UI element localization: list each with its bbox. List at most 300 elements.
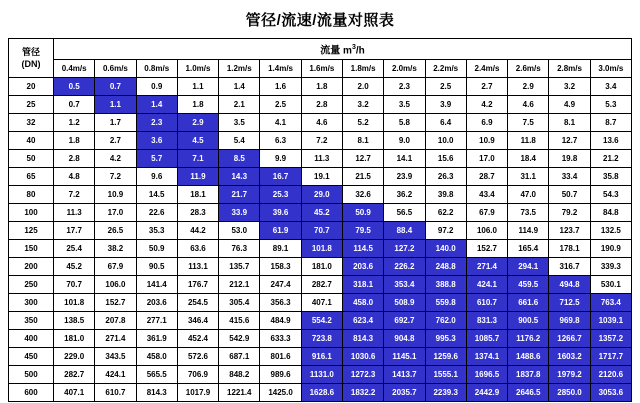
table-row — [9, 204, 632, 222]
flow-cell: 11.3 — [54, 204, 95, 222]
flow-cell: 2.7 — [95, 132, 136, 150]
flow-cell: 25.4 — [54, 240, 95, 258]
flow-cell: 388.8 — [425, 276, 466, 294]
flow-cell: 50.9 — [136, 240, 177, 258]
flow-cell: 1.1 — [95, 96, 136, 114]
flow-cell: 9.9 — [260, 150, 301, 168]
flow-cell: 1.4 — [219, 78, 260, 96]
flow-cell: 53.0 — [219, 222, 260, 240]
flow-cell: 1176.2 — [508, 330, 549, 348]
table-row — [9, 348, 632, 366]
flow-cell: 3.2 — [342, 96, 383, 114]
flow-cell: 10.9 — [95, 186, 136, 204]
flow-cell: 1555.1 — [425, 366, 466, 384]
page-title: 管径/流速/流量对照表 — [245, 12, 395, 29]
table-row — [9, 312, 632, 330]
flow-cell: 254.5 — [177, 294, 218, 312]
flow-cell: 56.5 — [384, 204, 425, 222]
flow-label-post: /h — [355, 45, 365, 57]
flow-cell: 47.0 — [508, 186, 549, 204]
flow-cell: 8.1 — [342, 132, 383, 150]
velocity-header-2: 0.8m/s — [136, 60, 177, 78]
flow-cell: 1425.0 — [260, 384, 301, 402]
flow-cell: 212.1 — [219, 276, 260, 294]
table-row — [9, 168, 632, 186]
velocity-header-12: 2.8m/s — [549, 60, 590, 78]
flow-cell: 1017.9 — [177, 384, 218, 402]
flow-cell: 35.8 — [590, 168, 631, 186]
flow-cell: 63.6 — [177, 240, 218, 258]
flow-cell: 165.4 — [508, 240, 549, 258]
flow-cell: 35.3 — [136, 222, 177, 240]
flow-cell: 904.8 — [384, 330, 425, 348]
flow-cell: 70.7 — [301, 222, 342, 240]
flow-cell: 79.5 — [342, 222, 383, 240]
flow-cell: 1979.2 — [549, 366, 590, 384]
flow-cell: 21.2 — [590, 150, 631, 168]
table-container — [0, 38, 640, 402]
flow-cell: 141.4 — [136, 276, 177, 294]
flow-cell: 831.3 — [466, 312, 507, 330]
row-header-dn: 350 — [9, 312, 54, 330]
flow-group-header — [54, 39, 632, 60]
flow-cell: 1628.6 — [301, 384, 342, 402]
row-header-dn: 200 — [9, 258, 54, 276]
flow-cell: 2.7 — [466, 78, 507, 96]
flow-cell: 2.9 — [177, 114, 218, 132]
flow-cell: 995.3 — [425, 330, 466, 348]
flow-cell: 84.8 — [590, 204, 631, 222]
flow-cell: 22.6 — [136, 204, 177, 222]
row-header-dn: 32 — [9, 114, 54, 132]
velocity-header-6: 1.6m/s — [301, 60, 342, 78]
flow-cell: 8.1 — [549, 114, 590, 132]
flow-cell: 11.9 — [177, 168, 218, 186]
flow-cell: 7.2 — [301, 132, 342, 150]
flow-cell: 610.7 — [466, 294, 507, 312]
flow-cell: 1131.0 — [301, 366, 342, 384]
flow-cell: 7.1 — [177, 150, 218, 168]
velocity-header-3: 1.0m/s — [177, 60, 218, 78]
flow-cell: 763.4 — [590, 294, 631, 312]
flow-cell: 203.6 — [136, 294, 177, 312]
flow-cell: 10.9 — [466, 132, 507, 150]
velocity-header-11: 2.6m/s — [508, 60, 549, 78]
flow-cell: 305.4 — [219, 294, 260, 312]
flow-cell: 407.1 — [301, 294, 342, 312]
flow-cell: 415.6 — [219, 312, 260, 330]
table-row — [9, 114, 632, 132]
flow-cell: 1603.2 — [549, 348, 590, 366]
flow-cell: 1.4 — [136, 96, 177, 114]
velocity-header-8: 2.0m/s — [384, 60, 425, 78]
flow-cell: 1413.7 — [384, 366, 425, 384]
flow-cell: 1696.5 — [466, 366, 507, 384]
flow-cell: 969.8 — [549, 312, 590, 330]
flow-cell: 2.9 — [508, 78, 549, 96]
row-header-dn: 600 — [9, 384, 54, 402]
flow-cell: 61.9 — [260, 222, 301, 240]
flow-cell: 8.5 — [219, 150, 260, 168]
velocity-header-1: 0.6m/s — [95, 60, 136, 78]
flow-cell: 1266.7 — [549, 330, 590, 348]
flow-cell: 530.1 — [590, 276, 631, 294]
flow-cell: 1221.4 — [219, 384, 260, 402]
table-row — [9, 294, 632, 312]
flow-cell: 88.4 — [384, 222, 425, 240]
table-row — [9, 222, 632, 240]
flow-cell: 1832.2 — [342, 384, 383, 402]
flow-cell: 1272.3 — [342, 366, 383, 384]
flow-cell: 282.7 — [301, 276, 342, 294]
table-body — [9, 78, 632, 402]
flow-cell: 0.7 — [95, 78, 136, 96]
flow-cell: 706.9 — [177, 366, 218, 384]
flow-cell: 452.4 — [177, 330, 218, 348]
flow-cell: 11.8 — [508, 132, 549, 150]
flow-cell: 2850.0 — [549, 384, 590, 402]
flow-cell: 7.5 — [508, 114, 549, 132]
flow-cell: 814.3 — [342, 330, 383, 348]
flow-cell: 1.6 — [260, 78, 301, 96]
flow-cell: 45.2 — [301, 204, 342, 222]
flow-cell: 21.5 — [342, 168, 383, 186]
flow-cell: 1.7 — [95, 114, 136, 132]
flow-cell: 12.7 — [342, 150, 383, 168]
flow-cell: 38.2 — [95, 240, 136, 258]
table-row — [9, 150, 632, 168]
flow-cell: 407.1 — [54, 384, 95, 402]
flow-cell: 343.5 — [95, 348, 136, 366]
flow-cell: 458.0 — [342, 294, 383, 312]
flow-cell: 2.3 — [136, 114, 177, 132]
flow-cell: 3.4 — [590, 78, 631, 96]
flow-cell: 6.4 — [425, 114, 466, 132]
velocity-header-13: 3.0m/s — [590, 60, 631, 78]
flow-cell: 2035.7 — [384, 384, 425, 402]
flow-cell: 44.2 — [177, 222, 218, 240]
flow-cell: 633.3 — [260, 330, 301, 348]
corner-header-line2: (DN) — [21, 59, 41, 70]
flow-cell: 190.9 — [590, 240, 631, 258]
flow-cell: 814.3 — [136, 384, 177, 402]
flow-cell: 4.1 — [260, 114, 301, 132]
flow-cell: 1488.6 — [508, 348, 549, 366]
flow-cell: 294.1 — [508, 258, 549, 276]
flow-cell: 229.0 — [54, 348, 95, 366]
table-header-row-1 — [9, 39, 632, 60]
flow-cell: 2.5 — [425, 78, 466, 96]
flow-cell: 17.7 — [54, 222, 95, 240]
flow-cell: 1717.7 — [590, 348, 631, 366]
flow-cell: 29.0 — [301, 186, 342, 204]
flow-cell: 271.4 — [466, 258, 507, 276]
pipe-flow-table — [8, 38, 632, 402]
flow-cell: 19.8 — [549, 150, 590, 168]
flow-cell: 89.1 — [260, 240, 301, 258]
flow-cell: 1039.1 — [590, 312, 631, 330]
flow-cell: 900.5 — [508, 312, 549, 330]
corner-header — [9, 39, 54, 78]
flow-cell: 226.2 — [384, 258, 425, 276]
flow-cell: 1259.6 — [425, 348, 466, 366]
table-row — [9, 240, 632, 258]
flow-cell: 2442.9 — [466, 384, 507, 402]
flow-cell: 3053.6 — [590, 384, 631, 402]
flow-cell: 50.9 — [342, 204, 383, 222]
flow-cell: 50.7 — [549, 186, 590, 204]
flow-cell: 90.5 — [136, 258, 177, 276]
flow-cell: 916.1 — [301, 348, 342, 366]
flow-cell: 97.2 — [425, 222, 466, 240]
flow-cell: 692.7 — [384, 312, 425, 330]
flow-cell: 4.5 — [177, 132, 218, 150]
flow-cell: 1.1 — [177, 78, 218, 96]
flow-cell: 271.4 — [95, 330, 136, 348]
velocity-header-0: 0.4m/s — [54, 60, 95, 78]
flow-cell: 0.9 — [136, 78, 177, 96]
flow-cell: 1.2 — [54, 114, 95, 132]
flow-cell: 494.8 — [549, 276, 590, 294]
row-header-dn: 65 — [9, 168, 54, 186]
row-header-dn: 80 — [9, 186, 54, 204]
flow-cell: 114.5 — [342, 240, 383, 258]
flow-cell: 7.2 — [95, 168, 136, 186]
flow-cell: 9.6 — [136, 168, 177, 186]
flow-cell: 1085.7 — [466, 330, 507, 348]
row-header-dn: 450 — [9, 348, 54, 366]
flow-cell: 106.0 — [95, 276, 136, 294]
flow-cell: 4.8 — [54, 168, 95, 186]
flow-cell: 113.1 — [177, 258, 218, 276]
flow-cell: 318.1 — [342, 276, 383, 294]
flow-cell: 848.2 — [219, 366, 260, 384]
flow-cell: 5.7 — [136, 150, 177, 168]
flow-cell: 723.8 — [301, 330, 342, 348]
flow-cell: 6.3 — [260, 132, 301, 150]
flow-cell: 247.4 — [260, 276, 301, 294]
flow-cell: 712.5 — [549, 294, 590, 312]
flow-cell: 138.5 — [54, 312, 95, 330]
flow-cell: 2120.6 — [590, 366, 631, 384]
flow-cell: 2.8 — [54, 150, 95, 168]
flow-cell: 5.3 — [590, 96, 631, 114]
flow-cell: 2.3 — [384, 78, 425, 96]
row-header-dn: 20 — [9, 78, 54, 96]
flow-cell: 16.7 — [260, 168, 301, 186]
flow-cell: 67.9 — [95, 258, 136, 276]
flow-cell: 178.1 — [549, 240, 590, 258]
flow-cell: 353.4 — [384, 276, 425, 294]
flow-cell: 114.9 — [508, 222, 549, 240]
flow-cell: 7.2 — [54, 186, 95, 204]
flow-cell: 14.5 — [136, 186, 177, 204]
table-row — [9, 132, 632, 150]
flow-cell: 1.8 — [301, 78, 342, 96]
table-row — [9, 258, 632, 276]
row-header-dn: 500 — [9, 366, 54, 384]
flow-cell: 45.2 — [54, 258, 95, 276]
velocity-header-4: 1.2m/s — [219, 60, 260, 78]
flow-cell: 277.1 — [136, 312, 177, 330]
flow-cell: 2.0 — [342, 78, 383, 96]
row-header-dn: 40 — [9, 132, 54, 150]
row-header-dn: 125 — [9, 222, 54, 240]
flow-cell: 459.5 — [508, 276, 549, 294]
flow-cell: 43.4 — [466, 186, 507, 204]
flow-cell: 610.7 — [95, 384, 136, 402]
flow-cell: 3.5 — [219, 114, 260, 132]
flow-cell: 687.1 — [219, 348, 260, 366]
flow-cell: 542.9 — [219, 330, 260, 348]
row-header-dn: 25 — [9, 96, 54, 114]
flow-cell: 14.3 — [219, 168, 260, 186]
flow-cell: 5.2 — [342, 114, 383, 132]
flow-cell: 8.7 — [590, 114, 631, 132]
row-header-dn: 250 — [9, 276, 54, 294]
flow-cell: 0.5 — [54, 78, 95, 96]
flow-cell: 484.9 — [260, 312, 301, 330]
flow-cell: 4.9 — [549, 96, 590, 114]
flow-cell: 3.2 — [549, 78, 590, 96]
flow-cell: 32.6 — [342, 186, 383, 204]
flow-cell: 5.4 — [219, 132, 260, 150]
flow-cell: 508.9 — [384, 294, 425, 312]
flow-cell: 4.6 — [508, 96, 549, 114]
velocity-header-9: 2.2m/s — [425, 60, 466, 78]
flow-cell: 101.8 — [54, 294, 95, 312]
flow-cell: 1.8 — [177, 96, 218, 114]
table-row — [9, 384, 632, 402]
flow-cell: 14.1 — [384, 150, 425, 168]
flow-cell: 62.2 — [425, 204, 466, 222]
flow-cell: 70.7 — [54, 276, 95, 294]
flow-cell: 1030.6 — [342, 348, 383, 366]
row-header-dn: 150 — [9, 240, 54, 258]
flow-cell: 181.0 — [54, 330, 95, 348]
flow-cell: 989.6 — [260, 366, 301, 384]
flow-cell: 101.8 — [301, 240, 342, 258]
flow-cell: 73.5 — [508, 204, 549, 222]
flow-cell: 2239.3 — [425, 384, 466, 402]
flow-cell: 11.3 — [301, 150, 342, 168]
table-row — [9, 276, 632, 294]
flow-cell: 361.9 — [136, 330, 177, 348]
flow-cell: 181.0 — [301, 258, 342, 276]
flow-cell: 661.6 — [508, 294, 549, 312]
row-header-dn: 50 — [9, 150, 54, 168]
flow-cell: 18.4 — [508, 150, 549, 168]
flow-cell: 33.4 — [549, 168, 590, 186]
flow-cell: 565.5 — [136, 366, 177, 384]
table-row — [9, 366, 632, 384]
flow-cell: 316.7 — [549, 258, 590, 276]
table-row — [9, 96, 632, 114]
flow-cell: 10.0 — [425, 132, 466, 150]
flow-cell: 1.8 — [54, 132, 95, 150]
flow-cell: 21.7 — [219, 186, 260, 204]
flow-cell: 28.7 — [466, 168, 507, 186]
flow-cell: 282.7 — [54, 366, 95, 384]
table-row — [9, 78, 632, 96]
flow-label-pre: 流量 m — [320, 45, 352, 57]
flow-cell: 4.2 — [466, 96, 507, 114]
flow-label-sup: 3 — [351, 44, 356, 51]
flow-cell: 67.9 — [466, 204, 507, 222]
table-header-row-2 — [9, 60, 632, 78]
flow-cell: 135.7 — [219, 258, 260, 276]
flow-cell: 0.7 — [54, 96, 95, 114]
flow-cell: 2.5 — [260, 96, 301, 114]
velocity-header-10: 2.4m/s — [466, 60, 507, 78]
velocity-header-7: 1.8m/s — [342, 60, 383, 78]
flow-cell: 132.5 — [590, 222, 631, 240]
flow-cell: 23.9 — [384, 168, 425, 186]
flow-cell: 76.3 — [219, 240, 260, 258]
flow-cell: 17.0 — [466, 150, 507, 168]
flow-cell: 176.7 — [177, 276, 218, 294]
flow-cell: 54.3 — [590, 186, 631, 204]
flow-cell: 346.4 — [177, 312, 218, 330]
corner-header-line1: 管径 — [21, 47, 40, 58]
flow-cell: 424.1 — [95, 366, 136, 384]
row-header-dn: 300 — [9, 294, 54, 312]
flow-cell: 3.5 — [384, 96, 425, 114]
flow-cell: 25.3 — [260, 186, 301, 204]
flow-cell: 1837.8 — [508, 366, 549, 384]
flow-cell: 762.0 — [425, 312, 466, 330]
flow-cell: 339.3 — [590, 258, 631, 276]
flow-cell: 9.0 — [384, 132, 425, 150]
flow-cell: 572.6 — [177, 348, 218, 366]
flow-cell: 17.0 — [95, 204, 136, 222]
flow-cell: 1357.2 — [590, 330, 631, 348]
flow-cell: 15.6 — [425, 150, 466, 168]
flow-cell: 6.9 — [466, 114, 507, 132]
flow-cell: 4.6 — [301, 114, 342, 132]
flow-cell: 12.7 — [549, 132, 590, 150]
flow-cell: 801.6 — [260, 348, 301, 366]
flow-cell: 152.7 — [95, 294, 136, 312]
table-row — [9, 330, 632, 348]
flow-cell: 203.6 — [342, 258, 383, 276]
flow-cell: 31.1 — [508, 168, 549, 186]
flow-cell: 123.7 — [549, 222, 590, 240]
flow-cell: 127.2 — [384, 240, 425, 258]
flow-cell: 3.9 — [425, 96, 466, 114]
flow-cell: 18.1 — [177, 186, 218, 204]
flow-cell: 4.2 — [95, 150, 136, 168]
flow-cell: 79.2 — [549, 204, 590, 222]
flow-cell: 39.6 — [260, 204, 301, 222]
flow-cell: 1145.1 — [384, 348, 425, 366]
flow-cell: 2.8 — [301, 96, 342, 114]
flow-cell: 140.0 — [425, 240, 466, 258]
flow-cell: 39.8 — [425, 186, 466, 204]
flow-cell: 3.6 — [136, 132, 177, 150]
flow-cell: 26.3 — [425, 168, 466, 186]
flow-cell: 559.8 — [425, 294, 466, 312]
flow-cell: 36.2 — [384, 186, 425, 204]
row-header-dn: 100 — [9, 204, 54, 222]
flow-cell: 19.1 — [301, 168, 342, 186]
flow-cell: 2646.5 — [508, 384, 549, 402]
row-header-dn: 400 — [9, 330, 54, 348]
flow-cell: 13.6 — [590, 132, 631, 150]
flow-cell: 356.3 — [260, 294, 301, 312]
flow-cell: 2.1 — [219, 96, 260, 114]
flow-cell: 33.9 — [219, 204, 260, 222]
